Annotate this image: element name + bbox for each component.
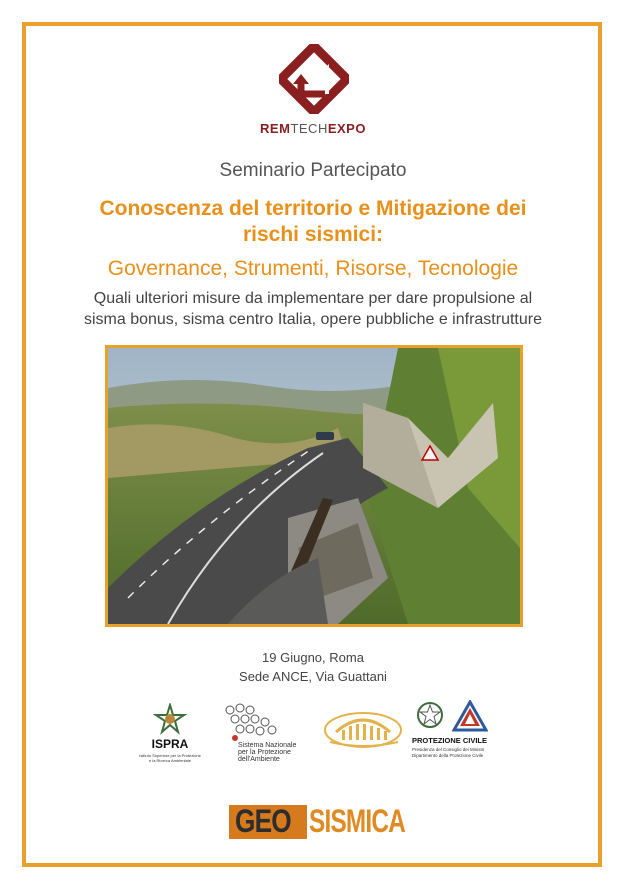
- snpa-logo: [218, 702, 313, 764]
- earthquake-road-photo: [105, 345, 523, 627]
- ispra-sub-2: e la Ricerca Ambientale: [148, 758, 192, 763]
- pc-sub-2: Dipartimento della Protezione Civile: [412, 753, 484, 758]
- brand-tech: TECH: [290, 121, 328, 136]
- geosismica-logo: [229, 805, 419, 839]
- ance-building-logo-icon: [322, 704, 404, 752]
- desc-line-1: Quali ulteriori misure da implementare per dare propulsione al: [93, 290, 533, 307]
- brand-rem: REM: [260, 121, 291, 136]
- pc-sub-1: Presidenza del Consiglio dei Ministri: [412, 747, 485, 752]
- ispra-subtitle: [131, 753, 209, 763]
- desc-line-2: sisma bonus, sisma centro Italia, opere pubbliche e infrastrutture: [83, 311, 542, 328]
- remtech-logo-icon: [279, 44, 349, 114]
- italian-emblem-icon: [153, 703, 187, 735]
- ispra-sub-1: Istituto Superiore per la Protezione: [139, 753, 201, 758]
- geo-text: GEO: [235, 803, 291, 839]
- network-dots-icon: [222, 702, 280, 742]
- event-type: Seminario Partecipato: [219, 160, 407, 181]
- event-date: 19 Giugno, Roma: [262, 650, 364, 665]
- ispra-name: ISPRA: [151, 737, 189, 751]
- protezione-civile-logo: [412, 700, 494, 766]
- event-description: [40, 288, 586, 330]
- event-subheading: Governance, Strumenti, Risorse, Tecnologie: [107, 257, 519, 280]
- ispra-logo: [135, 703, 205, 763]
- brand-expo: EXPO: [327, 121, 366, 136]
- event-date-location: [0, 648, 626, 686]
- title-line-2: rischi sismici:: [242, 223, 384, 246]
- title-line-1: Conoscenza del territorio e Mitigazione dei: [99, 197, 527, 220]
- pc-name: PROTEZIONE CIVILE: [412, 736, 488, 745]
- pc-subtitle: [412, 747, 494, 759]
- snpa-line-2: per la Protezione: [238, 749, 291, 756]
- civil-protection-triangle-icon: [452, 700, 488, 732]
- republic-emblem-icon: [416, 700, 444, 732]
- snpa-line-1: Sistema Nazionale: [238, 742, 297, 749]
- remtech-brand: [0, 121, 626, 136]
- sismica-text: SISMICA: [309, 803, 406, 839]
- snpa-text: [238, 742, 296, 763]
- snpa-line-3: dell'Ambiente: [238, 756, 280, 763]
- event-venue: Sede ANCE, Via Guattani: [239, 669, 387, 684]
- event-title: [60, 196, 566, 248]
